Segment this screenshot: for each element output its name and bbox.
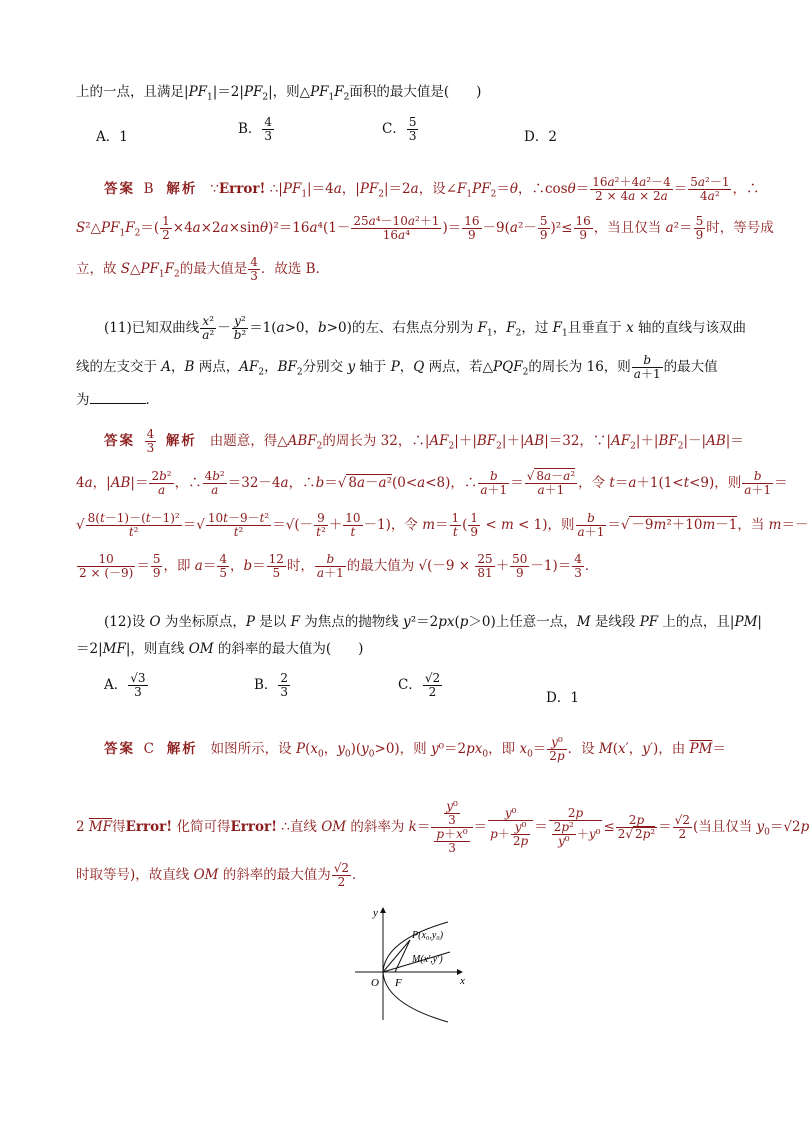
x-axis-label: x bbox=[460, 975, 465, 987]
q10-solution-line3: 立，故 $S\triangle PF_1F_2$的最大值是 $\frac{4}{3}$ ．故选 B． bbox=[76, 255, 330, 283]
focus-label: F bbox=[395, 977, 402, 989]
parabola-figure bbox=[340, 900, 480, 1025]
q12-solution-line3: 时取等号)，故直线 OM 的斜率的最大值为 $\frac{√2}{2}$ ． bbox=[76, 861, 366, 889]
q10-option-c: C． $\frac{5}{3}$ bbox=[382, 115, 417, 143]
q10-option-d: D．2 bbox=[524, 129, 557, 145]
q12-option-b: B． $\frac{2}{3}$ bbox=[254, 671, 289, 699]
segment-op bbox=[383, 940, 410, 972]
q12-stem-line1: (12)设 O 为坐标原点，P 是以 F 为焦点的抛物线 y²＝2px(p＞0)上任意一点，M 是线段 PF 上的点，且|PM| bbox=[104, 614, 762, 630]
point-p-label: P(x₀,y₀) bbox=[412, 930, 444, 941]
q11-solution-line2: 4a，|AB|＝ $\frac{\text{2b²}}{a}$ ，∴ $\frac{\text{4b²}}{a}$ ＝32－4a，∴b＝√ 8a－a²(0<a<8)，∴ $\frac{b}{a+1}$ ＝ $\frac{\text{√ 8a－a²}}{a+1}$ ，令 t＝a＋1(1<t<9)，则 $\frac{b}{a+1}$ ＝ bbox=[76, 469, 788, 497]
q10-option-a: A．1 bbox=[96, 129, 128, 145]
q10-solution-line1: 答案 B 解析 ∵Error! $\therefore|PF_1|=4a$，$|PF_2|=2a$，设$\angle F_1PF_2=\theta$，∴cosθ＝ $\frac{\text{16a²＋4a²－4}}{2 \times 4a \times 2a}$ ＝ $\frac{\text{5a²－1}}{\text{4a²}}$ ，∴ bbox=[104, 175, 760, 203]
q12-stem-line2: ＝2|MF|，则直线 OM 的斜率的最大值为( ) bbox=[76, 641, 364, 657]
q11-stem-line1: (11)已知双曲线 $\frac{\text{x²}}{\text{a²}}$ － $\frac{\text{y²}}{\text{b²}}$ ＝1(a>0，b>0)的左、右焦点分别为 $F_1$，$F_2$，过 $F_1$且垂直于 x 轴的直线与该双曲 bbox=[104, 314, 746, 342]
segment-pf bbox=[395, 940, 410, 972]
y-axis-label: y bbox=[373, 907, 378, 919]
q12-option-c: C． $\frac{√2}{2}$ bbox=[398, 671, 441, 699]
origin-label: O bbox=[371, 977, 379, 989]
q11-stem-line3: 为 ． bbox=[76, 392, 159, 408]
parabola-curve-lower bbox=[383, 972, 448, 1022]
q10-solution-line2: $S^2\triangle PF_1F_2=$( $\frac{1}{2}$ ×4a×2a×sinθ)²＝16a⁴(1－ $\frac{\text{25a⁴－10a²＋1}}{\text{16a⁴}}$ )＝ $\frac{16}{9}$ －9(a²－ $\frac{5}{9}$ )²≤ $\frac{16}{9}$ ，当且仅当 a²＝ $\frac{5}{9}$ 时，等号成 bbox=[76, 214, 774, 242]
q12-option-d: D．1 bbox=[546, 690, 579, 706]
q11-solution-line1: 答案 $\frac{4}{3}$ 解析 由题意，得$\triangle ABF_2$的周长为 32，$\therefore|AF_2|+|BF_2|+|AB|=32$，$\because|AF_2|+|BF_2|-|AB|=$ bbox=[104, 427, 744, 455]
q12-option-a: A． $\frac{√3}{3}$ bbox=[104, 671, 146, 699]
point-m-label: M(x′,y′) bbox=[412, 954, 443, 965]
q11-solution-line3: √ $\frac{\text{8(t－1)－(t－1)²}}{\text{t²}}$ ＝√ $\frac{\text{10t－9－t²}}{\text{t²}}$ ＝√(－ $\frac{9}{\text{t²}}$ ＋ $\frac{10}{t}$ －1)，令 m＝ $\frac{1}{t}$ ( $\frac{1}{9}$ < m < 1)，则 $\frac{b}{a+1}$ ＝√ －9m²＋10m－1，当 m＝－ bbox=[76, 511, 809, 539]
q10-stem: 上的一点，且满足$|PF_1|=2|PF_2|$，则$\triangle PF_1F_2$面积的最大值是( ) bbox=[76, 84, 482, 103]
q11-solution-line4: $\frac{10}{2 \times (-9)}$ ＝ $\frac{5}{9}$ ，即 a＝ $\frac{4}{5}$ ，b＝ $\frac{12}{5}$ 时， $\frac{b}{a+1}$ 的最大值为 √(－9 × $\frac{25}{81}$ ＋ $\frac{50}{9}$ －1)＝ $\frac{4}{3}$ ． bbox=[79, 552, 599, 580]
q11-stem-line2: 线的左支交于 A，B 两点，$AF_2$，$BF_2$分别交 y 轴于 P，Q 两点，若$\triangle PQF_2$的周长为 16，则 $\frac{b}{a+1}$ 的最大值 bbox=[76, 353, 718, 381]
q12-solution-line1: 答案 C 解析 如图所示，设 $P(x_0$，$y_0)(y_0>0)$，则 $y^0=2px_0$，即 $x_0=$ $\frac{\text{y⁰}}{2p}$ ．设 M(x′，y′)，由 $\overline{PM}=$ bbox=[104, 735, 726, 763]
q10-option-b: B． $\frac{4}{3}$ bbox=[238, 115, 273, 143]
q12-solution-line2: 2 $\overline{MF}$得Error! 化简可得Error! ∴直线 OM 的斜率为 k＝ $\frac{\frac{\text{y⁰}}{3}}{\frac{\text{p＋x⁰}}{3}}$ ＝ y⁰ p＋ $\frac{\text{y⁰}}{2p}$ ＝ 2p $\frac{\text{2p²}}{\text{y⁰}}$ ＋y⁰ ≤ $\frac{2p}{\text{2√ 2p²}}$ ＝ $\frac{√2}{2}$ (当且仅当 $y_0=√2p$ bbox=[76, 799, 809, 855]
